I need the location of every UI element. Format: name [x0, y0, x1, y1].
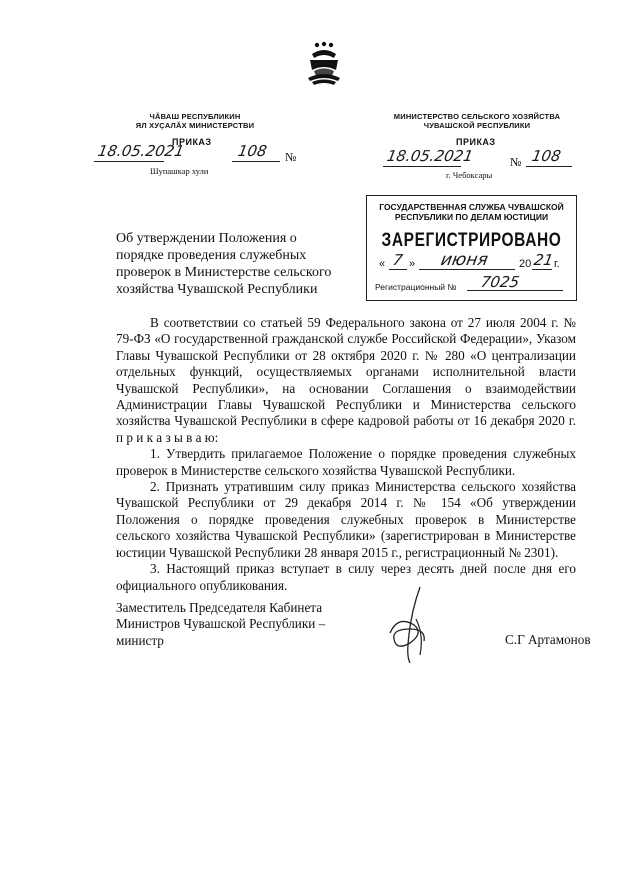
stamp-date-row [367, 252, 576, 274]
header-left-line2: ЯЛ ХУҪАЛӐХ МИНИСТЕРСТВИ [135, 121, 255, 130]
document-body [116, 315, 576, 594]
stamp-registered: ЗАРЕГИСТРИРОВАНО [381, 229, 562, 251]
title-line4: хозяйства Чувашской Республики [116, 282, 318, 297]
stamp-quote-close: » [409, 258, 416, 270]
body-paragraph-1: В соответствии со статьей 59 Федерального закона от 27 июля 2004 г. № 79-ФЗ «О государственной гражданской службе Российской Федерации», Указом Главы Чувашской Республики от 28 октября 2020 г. № 280 «О централизации отдельных функций, осуществляемых органами исполнительной власти Чувашской Республики», на основании Соглашения о взаимодействии Администрации Главы Чувашской Республики и Министерства сельского хозяйства Чувашской Республики в сфере кадровой работы от 16 декабря 2020 г. п р и к а з ы в а ю: [116, 315, 576, 445]
right-date: 18.05.2021 [385, 147, 475, 165]
stamp-reg-line [467, 273, 563, 291]
stamp-org-line2: РЕСПУБЛИКИ ПО ДЕЛАМ ЮСТИЦИИ [394, 212, 549, 222]
left-number-sign: № [285, 150, 297, 164]
registration-stamp [366, 195, 577, 301]
stamp-reg-row [367, 273, 576, 296]
stamp-year-end: г. [554, 258, 560, 270]
left-date: 18.05.2021 [96, 142, 186, 160]
right-number-sign: № [510, 155, 522, 169]
stamp-year-prefix: 20 [519, 258, 532, 270]
left-number: 108 [236, 142, 269, 160]
body-paragraph-2: 1. Утвердить прилагаемое Положение о порядке проведения служебных проверок в Министерстве сельского хозяйства Чувашской Республики. [116, 446, 576, 478]
title-line3: проверок в Министерстве сельского [116, 265, 332, 280]
stamp-month-line [419, 250, 515, 270]
left-date-line [94, 142, 186, 162]
header-right-line1: МИНИСТЕРСТВО СЕЛЬСКОГО ХОЗЯЙСТВА [393, 112, 561, 121]
stamp-reg-label: Регистрационный № [375, 282, 457, 292]
signature-line3: министр [116, 632, 164, 648]
header-right-org [382, 112, 572, 130]
coat-of-arms-emblem [304, 40, 344, 88]
handwritten-signature [380, 585, 440, 665]
stamp-day: 7 [391, 251, 405, 269]
header-left-org [100, 112, 290, 130]
stamp-reg-number: 7025 [479, 273, 521, 291]
stamp-org-line1: ГОСУДАРСТВЕННАЯ СЛУЖБА ЧУВАШСКОЙ [379, 202, 564, 212]
header-left-line1: ЧӐВАШ РЕСПУБЛИКИН [149, 112, 241, 121]
signature-position [116, 600, 376, 649]
title-line1: Об утверждении Положения о [116, 231, 297, 246]
title-line2: порядке проведения служебных [116, 248, 307, 263]
body-paragraph-4: 3. Настоящий приказ вступает в силу через десять дней после дня его официального опубликования. [116, 561, 576, 593]
left-prikaz-label: ПРИКАЗ [172, 137, 212, 147]
right-number-line [526, 147, 572, 167]
stamp-day-line [389, 253, 407, 270]
right-date-line [383, 147, 475, 167]
right-number: 108 [530, 147, 563, 165]
document-title [116, 230, 356, 298]
stamp-year-line [532, 251, 555, 270]
signature-line1: Заместитель Председателя Кабинета [116, 600, 323, 615]
right-city: г. Чебоксары [446, 170, 493, 180]
body-paragraph-3: 2. Признать утратившим силу приказ Министерства сельского хозяйства Чувашской Республики от 29 декабря 2014 г. № 154 «Об утверждении Положения о порядке проведения служебных проверок в Министерстве сельского хозяйства Чувашской Республики» (зарегистрирован в Министерстве юстиции Чувашской Республики 28 января 2015 г., регистрационный № 2301). [116, 479, 576, 560]
stamp-year-suffix: 21 [532, 251, 555, 269]
stamp-month: июня [439, 250, 490, 270]
header-right-line2: ЧУВАШСКОЙ РЕСПУБЛИКИ [423, 121, 531, 130]
stamp-quote-open: « [379, 258, 386, 270]
left-number-line [232, 142, 280, 162]
signature-line2: Министров Чувашской Республики – [116, 616, 326, 632]
left-city: Шупашкар хули [150, 166, 209, 176]
stamp-org-name [367, 202, 576, 222]
right-prikaz-label: ПРИКАЗ [456, 137, 496, 147]
signatory-name: С.Г Артамонов [505, 632, 591, 647]
